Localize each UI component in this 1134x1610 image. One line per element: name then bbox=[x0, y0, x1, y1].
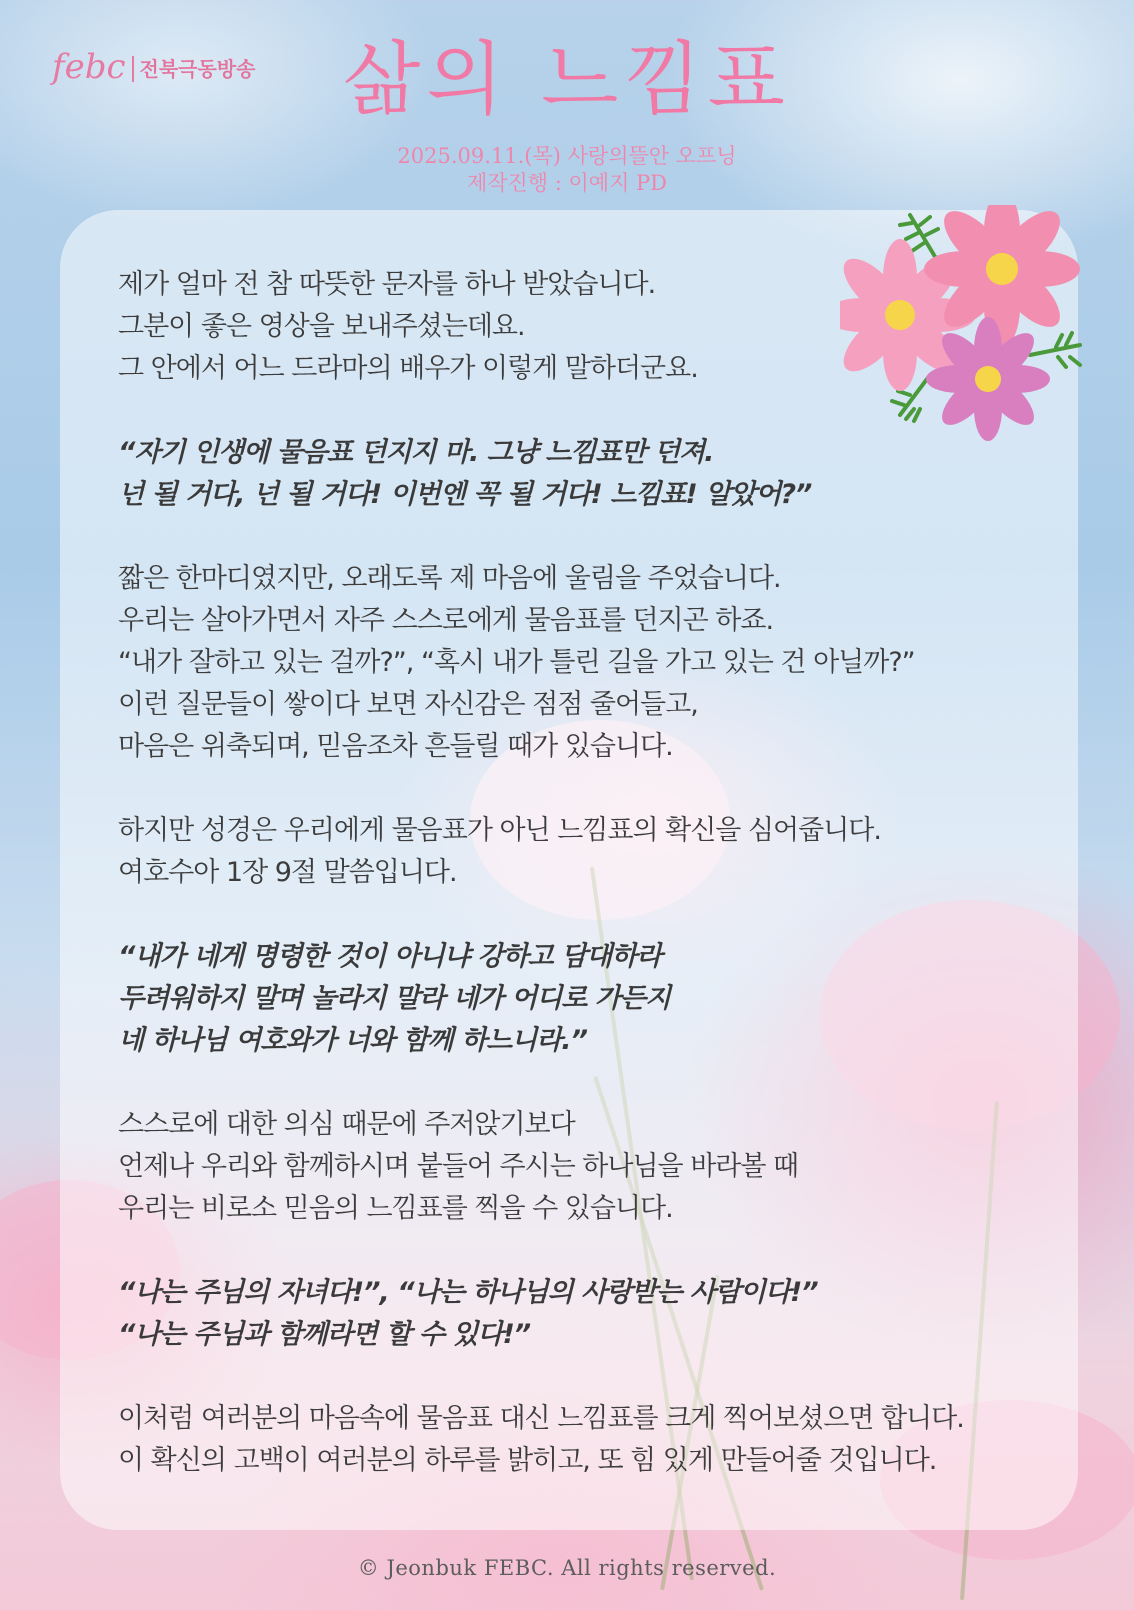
copyright-footer: © Jeonbuk FEBC. All rights reserved. bbox=[357, 1556, 777, 1580]
page-title: 삶의 느낌표 bbox=[343, 33, 791, 126]
text-line: 넌 될 거다, 넌 될 거다! 이번엔 꼭 될 거다! 느낌표! 알았어?” bbox=[118, 479, 812, 510]
text-line: 이런 질문들이 쌓이다 보면 자신감은 점점 줄어들고, bbox=[118, 689, 698, 720]
body-paragraph bbox=[118, 264, 1078, 390]
text-line: “내가 네게 명령한 것이 아니냐 강하고 담대하라 bbox=[118, 941, 662, 972]
text-line: 이 확신의 고백이 여러분의 하루를 밝히고, 또 힘 있게 만들어줄 것입니다. bbox=[118, 1445, 937, 1476]
body-paragraph bbox=[118, 810, 1078, 894]
text-line: 하지만 성경은 우리에게 물음표가 아닌 느낌표의 확신을 심어줍니다. bbox=[118, 815, 881, 846]
text-line: “나는 주님의 자녀다!”, “나는 하나님의 사랑받는 사람이다!” bbox=[118, 1277, 818, 1308]
body-paragraph bbox=[118, 558, 1078, 768]
body-paragraph bbox=[118, 1398, 1078, 1482]
text-line: 우리는 살아가면서 자주 스스로에게 물음표를 던지곤 하죠. bbox=[118, 605, 774, 636]
text-line: 그분이 좋은 영상을 보내주셨는데요. bbox=[118, 311, 525, 342]
text-line: 언제나 우리와 함께하시며 붙들어 주시는 하나님을 바라볼 때 bbox=[118, 1151, 799, 1182]
text-line: 네 하나님 여호와가 너와 함께 하느니라.” bbox=[118, 1025, 587, 1056]
text-line: 제가 얼마 전 참 따뜻한 문자를 하나 받았습니다. bbox=[118, 269, 656, 300]
text-line: “나는 주님과 함께라면 할 수 있다!” bbox=[118, 1319, 531, 1350]
text-line: “자기 인생에 물음표 던지지 마. 그냥 느낌표만 던져. bbox=[118, 437, 714, 468]
logo-station-name: 전북극동방송 bbox=[139, 57, 256, 81]
text-line: 우리는 비로소 믿음의 느낌표를 찍을 수 있습니다. bbox=[118, 1193, 673, 1224]
text-line: 두려워하지 말며 놀라지 말라 네가 어디로 가든지 bbox=[118, 983, 671, 1014]
text-line: 그 안에서 어느 드라마의 배우가 이렇게 말하더군요. bbox=[118, 353, 698, 384]
text-line: “내가 잘하고 있는 걸까?”, “혹시 내가 틀린 길을 가고 있는 건 아닐까?” bbox=[118, 647, 915, 678]
body-paragraph bbox=[118, 1104, 1078, 1230]
essay-body bbox=[118, 264, 1078, 1524]
text-line: 스스로에 대한 의심 때문에 주저앉기보다 bbox=[118, 1109, 575, 1140]
quote-paragraph bbox=[118, 432, 1078, 516]
text-line: 여호수아 1장 9절 말씀입니다. bbox=[118, 857, 457, 888]
quote-paragraph bbox=[118, 936, 1078, 1062]
quote-paragraph bbox=[118, 1272, 1078, 1356]
text-line: 이처럼 여러분의 마음속에 물음표 대신 느낌표를 크게 찍어보셨으면 합니다. bbox=[118, 1403, 964, 1434]
text-line: 마음은 위축되며, 믿음조차 흔들릴 때가 있습니다. bbox=[118, 731, 673, 762]
broadcast-date-line: 2025.09.11.(목) 사랑의뜰안 오프닝 bbox=[397, 144, 737, 168]
producer-line: 제작진행 : 이예지 PD bbox=[466, 171, 668, 195]
febc-logo-mark: febc bbox=[52, 47, 126, 87]
text-line: 짧은 한마디였지만, 오래도록 제 마음에 울림을 주었습니다. bbox=[118, 563, 781, 594]
